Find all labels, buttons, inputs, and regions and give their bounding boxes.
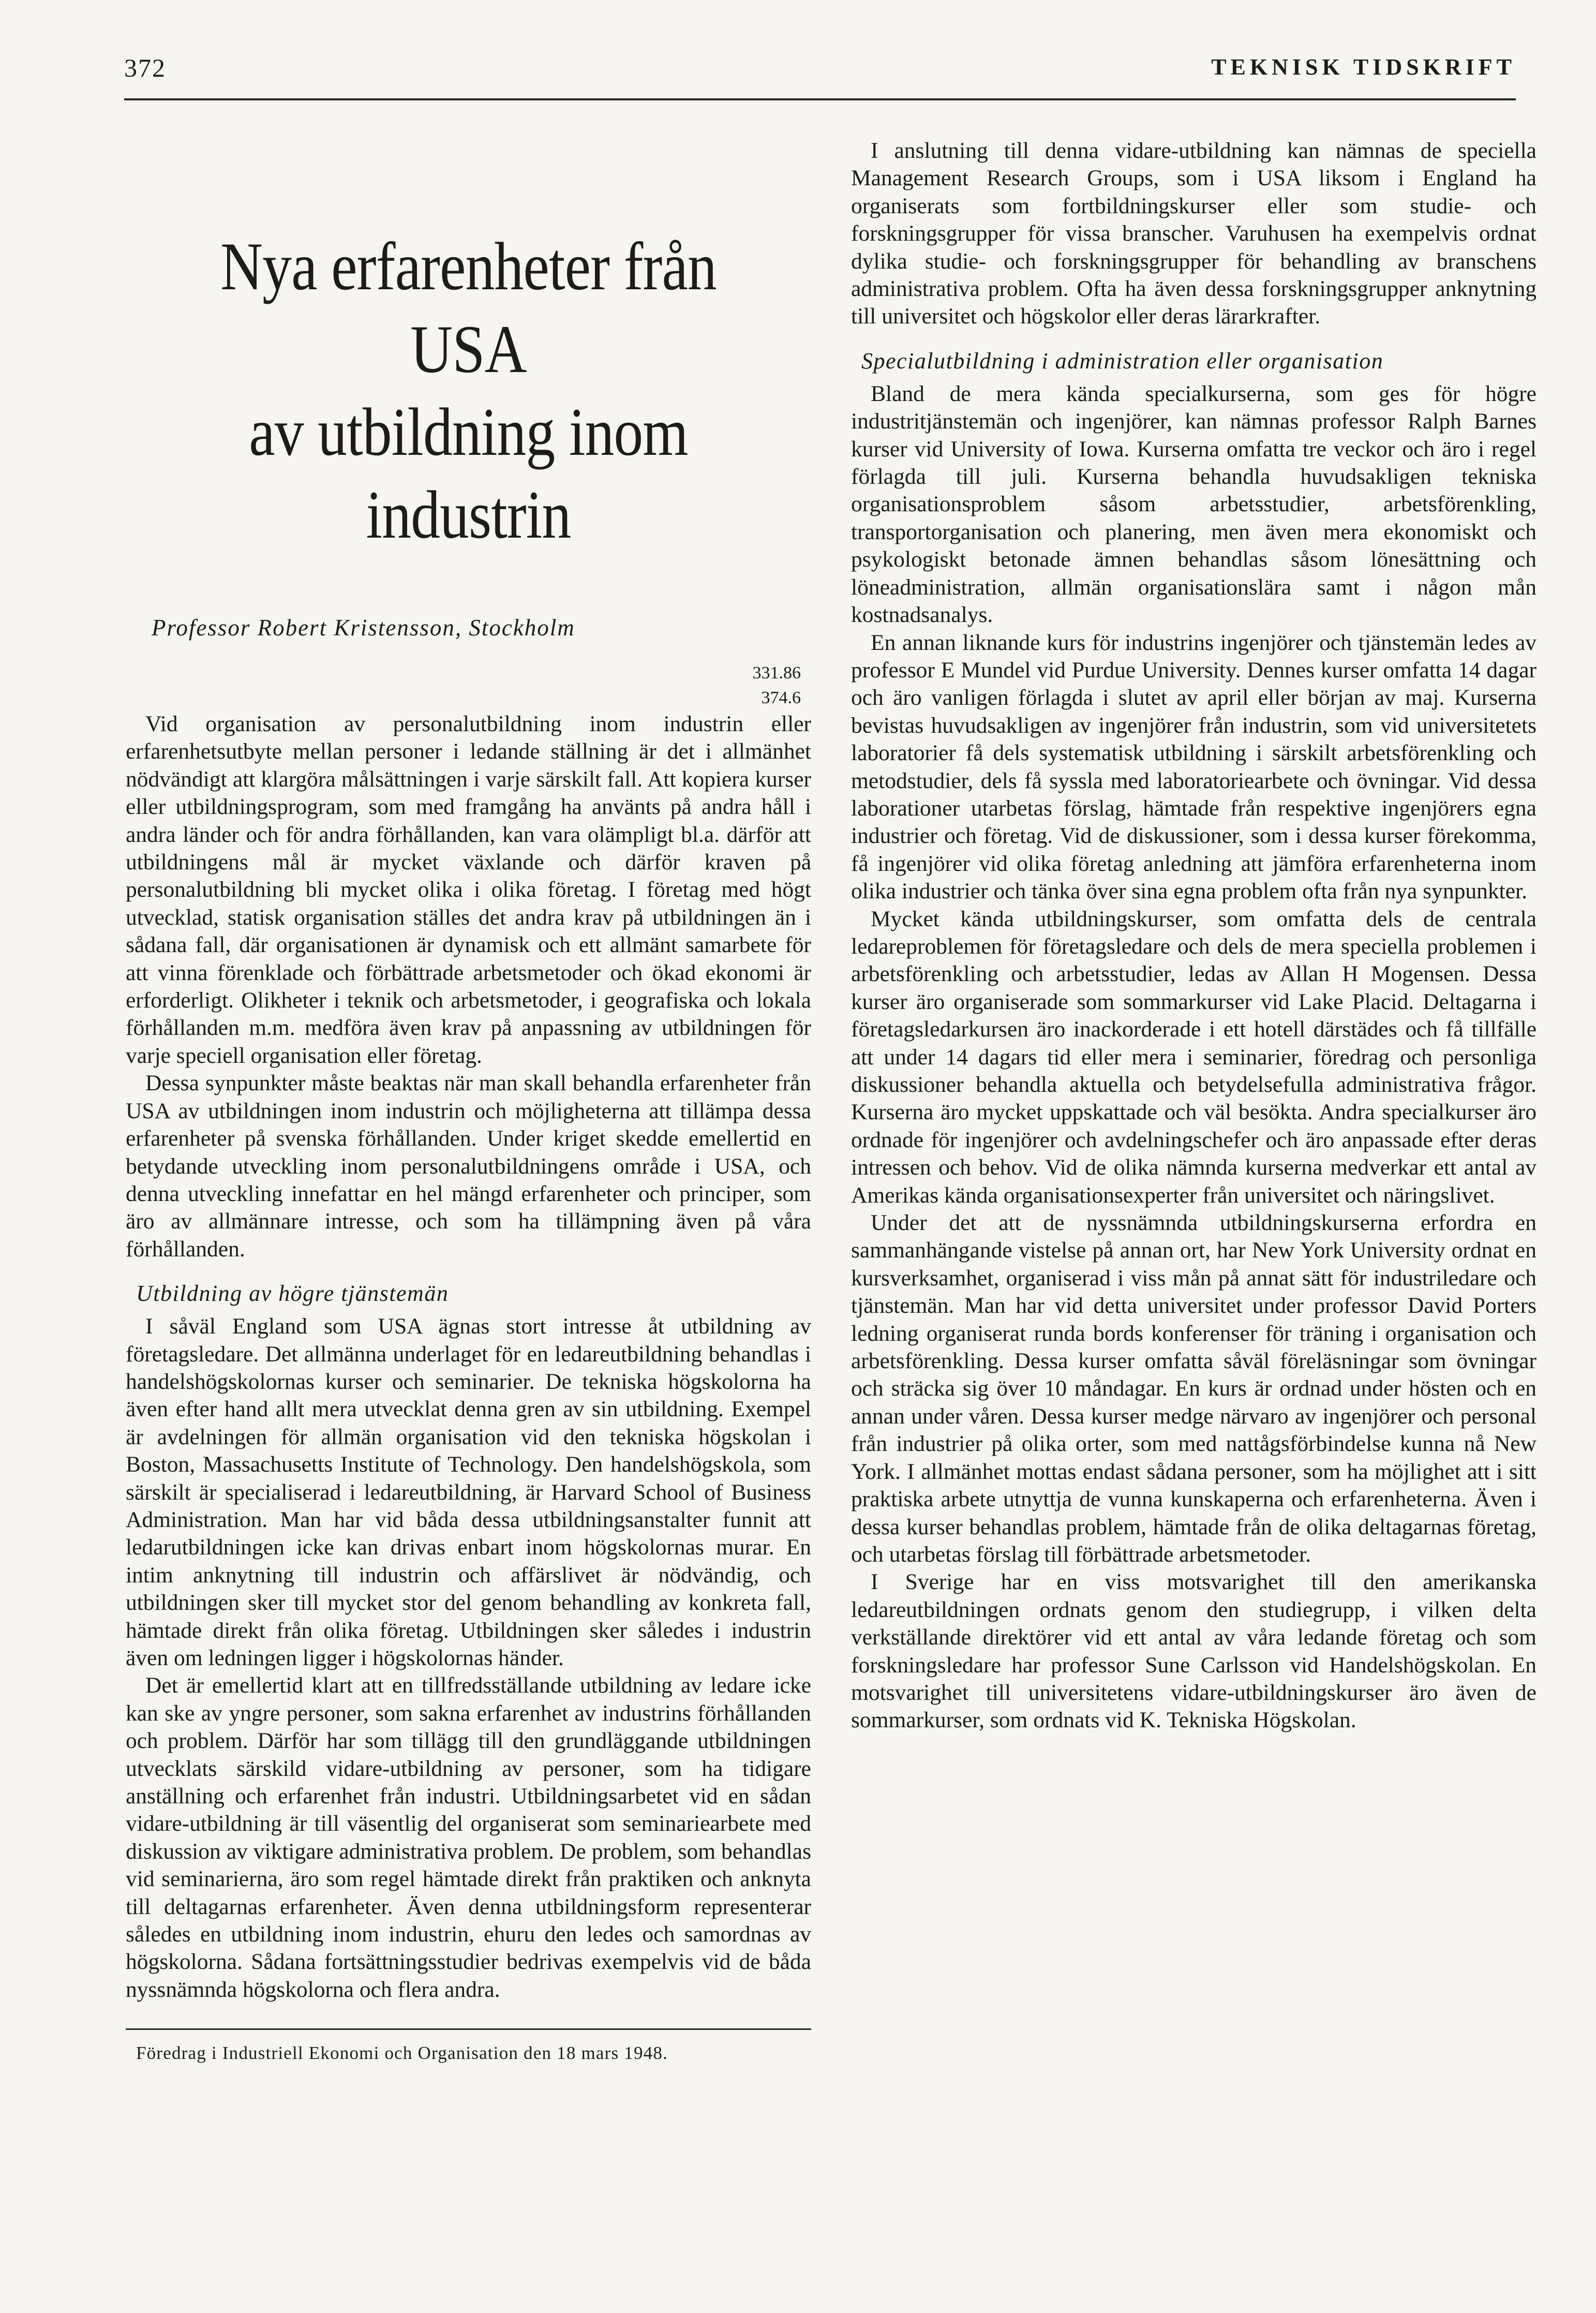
paragraph: I såväl England som USA ägnas stort intresse åt utbildning av företagsledare. Det allmänna underlaget för en ledareutbildning behandlas i handelshögskolornas kurser och seminarier. De tekniska högskolorna ha även efter hand allt mera utvecklat denna gren av sin utbildning. Exempel är avdelningen för allmän organisation vid den tekniska högskolan i Boston, Massachusetts Institute of Technology. Den handelshögskola, som särskilt är specialiserad i ledareutbildning, är Harvard School of Business Administration. Man har vid båda dessa utbildningsanstalter funnit att ledarutbildningen icke kan drivas enbart inom högskolornas murar. En intim anknytning till industrin och affärslivet är nödvändig, och utbildningen sker till mycket stor del genom behandling av konkreta fall, hämtade direkt från olika företag. Utbildningen sker således i industrin även om ledningen ligger i högskolornas händer. [126, 1314, 811, 1670]
header-rule [124, 98, 1516, 100]
paragraph: Mycket kända utbildningskurser, som omfatta dels de centrala ledareproblemen för företagsledare och dels de mera speciella problemen i arbetsförenkling och arbetsstudier, ledas av Allan H Mogensen. Dessa kurser äro organiserade som sommarkurser vid Lake Placid. Deltagarna i företagsledarkursen äro inackorderade i ett hotell därstädes och få tillfälle att under 14 dagars tid eller mera i seminarier, föredrag och personliga diskussioner behandla aktuella och betydelsefulla administrativa frågor. Kurserna äro mycket uppskattade och väl besökta. Andra specialkurser äro ordnade för ingenjörer och avdelningschefer och äro anpassade efter deras intressen och behov. Vid de olika nämnda kurserna medverkar ett antal av Amerikas kända organisationsexperter från universitet och näringslivet. [851, 906, 1537, 1208]
class-code: 374.6 [761, 688, 801, 707]
author-byline: Professor Robert Kristensson, Stockholm [152, 615, 575, 641]
paragraph: Det är emellertid klart att en tillfredsställande utbildning av ledare icke kan ske av yngre personer, som sakna erfarenhet av industrins förhållanden och problem. Därför har som tillägg till den grundläggande utbildningen utvecklats särskild vidare-utbildning av personer, som ha tidigare anställning och erfarenhet från industri. Utbildningsarbetet vid en sådan vidare-utbildning är till väsentlig del organiserat som seminariearbete med diskussion av viktigare administrativa problem. De problem, som behandlas vid seminarierna, äro som regel hämtade direkt från praktiken och anknyta till deltagarnas erfarenheter. Även denna utbildningsform representerar således en utbildning inom industrin, ehuru den ledes och samordnas av högskolorna. Sådana fortsättningsstudier bedrivas exempelvis vid de båda nyssnämnda högskolorna och flera andra. [126, 1673, 811, 2002]
right-column [851, 137, 1537, 1734]
paragraph: En annan liknande kurs för industrins ingenjörer och tjänstemän ledes av professor E Mundel vid Purdue University. Dennes kurser omfatta 14 dagar och äro vanligen förlagda i slutet av april eller början av maj. Kurserna bevistas huvudsakligen av ingenjörer från industrin, som vid universitetets laboratorier få dels systematisk utbildning i särskilt arbetsförenkling och metodstudier, dels få syssla med laboratoriearbete och övningar. Vid dessa laborationer utarbetas förslag, hämtade från respektive ingenjörers egna industrier och företag. Vid de diskussioner, som i dessa kurser förekomma, få ingenjörer vid olika företag anledning att jämföra erfarenheterna inom olika industrier och tänka över sina egna problem ofta från nya synpunkter. [851, 630, 1537, 904]
section-heading: Specialutbildning i administration eller organisation [861, 348, 1384, 374]
title-line-1: Nya erfarenheter från USA [220, 228, 717, 387]
paragraph: Dessa synpunkter måste beaktas när man skall behandla erfarenheter från USA av utbildningen inom industrin och möjligheterna att tillämpa dessa erfarenheter på svenska förhållanden. Under kriget skedde emellertid en betydande utveckling inom personalutbildningens område i USA, och denna utveckling innefattar en hel mängd erfarenheter och principer, som äro av allmännare intresse, och som ha tillämpning även på våra förhållanden. [126, 1071, 811, 1262]
paragraph: Under det att de nyssnämnda utbildningskurserna erfordra en sammanhängande vistelse på annan ort, har New York University ordnat en kursverksamhet, organiserad i viss mån på annat sätt för industriledare och tjänstemän. Man har vid detta universitet under professor David Porters ledning organiserat runda bords konferenser för träning i organisation och arbetsförenkling. Dessa kurser omfatta såväl föreläsningar som övningar och sträcka sig över 10 måndagar. En kurs är ordnad under hösten och en annan under våren. Dessa kurser medge närvaro av ingenjörer och personal från industrier på olika orter, som med nattågsförbindelse kunna nå New York. I allmänhet mottas endast sådana personer, som ha möjlighet att i sitt praktiska arbete utnyttja de vunna kunskaperna och erfarenheterna. Även i dessa kurser behandlas problem, hämtade från de olika deltagarnas företag, och utarbetas förslag till förbättrade arbetsmetoder. [851, 1210, 1537, 1567]
paragraph: Bland de mera kända specialkurserna, som ges för högre industritjänstemän och ingenjörer, kan nämnas professor Ralph Barnes kurser vid University of Iowa. Kurserna omfatta tre veckor och äro i regel förlagda till juli. Kurserna behandla huvudsakligen tekniska organisationsproblem såsom arbetsstudier, arbetsförenkling, transportorganisation och planering, men även mera ekonomiskt och psykologiskt betonade ämnen behandlas såsom lönesättning och löneadministration, allmän organisationslära samt i någon mån kostnadsanalys. [851, 381, 1537, 628]
journal-title: TEKNISK TIDSKRIFT [1211, 54, 1516, 80]
footnote-rule [126, 2028, 811, 2030]
left-column [126, 137, 811, 2065]
article-title [174, 225, 764, 556]
footnote: Föredrag i Industriell Ekonomi och Organisation den 18 mars 1948. [136, 2043, 668, 2064]
paragraph: Vid organisation av personalutbildning inom industrin eller erfarenhetsutbyte mellan personer i ledande ställning är det i allmänhet nödvändigt att klargöra målsättningen i varje särskilt fall. Att kopiera kurser eller utbildningsprogram, som med framgång ha använts på andra håll i andra länder och för andra förhållanden, kan vara olämpligt bl.a. därför att utbildningens mål är mycket växlande och därför kraven på personalutbildning bli mycket olika i olika företag. I företag med högt utvecklad, statisk organisation ställes det andra krav på utbildningen än i sådana fall, där organisationen är dynamisk och ett allmänt samarbete för att vinna förenklade och förbättrade arbetsmetoder och ökad ekonomi är erforderligt. Olikheter i teknik och arbetsmetoder, i geografiska och lokala förhållanden m.m. medföra även krav på anpassning av utbildningen för varje speciell organisation eller företag. [126, 711, 811, 1068]
class-code: 331.86 [752, 663, 801, 683]
page-number: 372 [124, 53, 166, 82]
title-line-2: av utbildning inom industrin [249, 394, 688, 553]
paragraph: I Sverige har en viss motsvarighet till den amerikanska ledareutbildningen ordnats genom den studiegrupp, i vilken delta verkställande direktörer vid ett antal av våra ledande företag och som forskningsledare har professor Sune Carlsson vid Handelshögskolan. En motsvarighet till universitetens vidare-utbildningskurser äro även de sommarkurser, som ordnats vid K. Tekniska Högskolan. [851, 1569, 1537, 1733]
paragraph: I anslutning till denna vidare-utbildning kan nämnas de speciella Management Research Groups, som i USA liksom i England ha organiserats som fortbildningskurser eller som studie- och forskningsgrupper för vissa branscher. Varuhusen ha exempelvis ordnat dylika studie- och forskningsgrupper för behandling av branschens administrativa problem. Ofta ha även dessa forskningsgrupper anknytning till universitet och högskolor eller deras lärarkrafter. [851, 138, 1537, 329]
page-header [124, 53, 1516, 90]
section-heading: Utbildning av högre tjänstemän [136, 1281, 449, 1307]
classification-codes [126, 661, 811, 710]
